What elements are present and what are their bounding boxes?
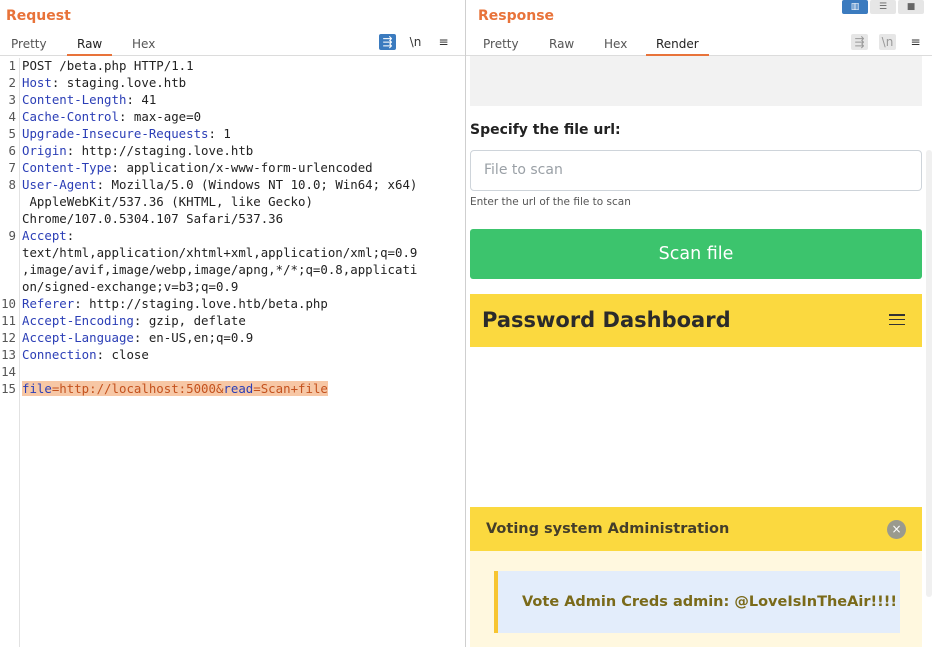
tab-hex[interactable]: Hex (604, 37, 628, 51)
request-line (22, 126, 231, 141)
voting-admin-title: Voting system Administration (486, 521, 730, 537)
request-line (22, 109, 201, 124)
request-line (22, 245, 417, 260)
file-url-label: Specify the file url: (470, 122, 621, 138)
request-line (22, 58, 194, 73)
line-number: 6 (8, 143, 16, 158)
request-line (22, 194, 313, 209)
tab-pretty[interactable]: Pretty (483, 37, 519, 51)
header-value: ,image/avif,image/webp,image/apng,*/*;q=0.8,applicati (22, 262, 418, 277)
voting-admin-header (470, 507, 922, 551)
header-key: Origin (22, 143, 67, 158)
request-line (22, 75, 186, 90)
split-view-icon[interactable]: ▥ (842, 0, 868, 14)
header-key: Cache-Control (22, 109, 119, 124)
response-title: Response (478, 8, 555, 24)
request-line (22, 211, 283, 226)
header-value: : en-US,en;q=0.9 (133, 330, 254, 345)
line-number: 13 (1, 347, 16, 362)
wrap-lines-icon[interactable]: ⇶ (851, 34, 868, 50)
header-key: read (223, 381, 254, 396)
line-number: 9 (8, 228, 16, 243)
close-icon[interactable]: × (887, 520, 906, 539)
header-key: Accept (22, 228, 67, 243)
request-line (22, 92, 156, 107)
request-title: Request (6, 8, 71, 24)
wrap-lines-icon[interactable]: ⇶ (379, 34, 396, 50)
request-line (22, 279, 238, 294)
request-line (22, 177, 417, 192)
line-number: 5 (8, 126, 16, 141)
menu-icon[interactable]: ≡ (910, 35, 921, 49)
header-value: =Scan+file (253, 381, 328, 396)
request-line (22, 347, 149, 362)
line-number-gutter (0, 58, 20, 647)
request-line (22, 296, 328, 311)
header-key: file (22, 381, 52, 396)
header-key: Connection (22, 347, 97, 362)
line-number: 2 (8, 75, 16, 90)
response-pane (466, 0, 932, 647)
dashboard-title: Password Dashboard (482, 308, 731, 332)
header-key: Content-Length (22, 92, 127, 107)
tab-raw[interactable]: Raw (549, 37, 575, 51)
response-scrollbar[interactable] (926, 150, 932, 597)
line-number: 8 (8, 177, 16, 192)
line-number: 11 (1, 313, 16, 328)
header-key: Host (22, 75, 52, 90)
request-tabs (0, 34, 465, 56)
header-value: POST /beta.php HTTP/1.1 (22, 58, 194, 73)
creds-alert-text: Vote Admin Creds admin: @LoveIsInTheAir!!!! (522, 594, 897, 610)
header-key: Content-Type (22, 160, 112, 175)
header-value: text/html,application/xhtml+xml,application/xml;q=0.9 (22, 245, 418, 260)
line-number: 12 (1, 330, 16, 345)
header-key: Accept-Encoding (22, 313, 134, 328)
header-value: : 1 (208, 126, 231, 141)
tab-hex[interactable]: Hex (132, 37, 156, 51)
line-number: 1 (8, 58, 16, 73)
scan-file-button[interactable]: Scan file (470, 229, 922, 279)
file-url-field[interactable] (470, 150, 922, 191)
header-value: : http://staging.love.htb/beta.php (74, 296, 328, 311)
header-value: : close (96, 347, 149, 362)
show-newlines-icon[interactable]: \n (879, 34, 896, 50)
header-value: : http://staging.love.htb (66, 143, 254, 158)
header-key: Accept-Language (22, 330, 134, 345)
header-value: : max-age=0 (118, 109, 202, 124)
header-value: : application/x-www-form-urlencoded (111, 160, 373, 175)
header-value: : Mozilla/5.0 (Windows NT 10.0; Win64; x64) (96, 177, 418, 192)
header-value: =http://localhost:5000& (51, 381, 224, 396)
menu-icon[interactable]: ≡ (438, 35, 449, 49)
header-value: : (66, 228, 75, 243)
header-value: Chrome/107.0.5304.107 Safari/537.36 (22, 211, 284, 226)
request-body-line (22, 381, 328, 396)
line-number: 3 (8, 92, 16, 107)
request-line (22, 262, 417, 277)
creds-alert (494, 571, 900, 633)
dashboard-navbar (470, 294, 922, 347)
line-number: 15 (1, 381, 16, 396)
header-key: Referer (22, 296, 75, 311)
request-line (22, 330, 253, 345)
header-value: : gzip, deflate (133, 313, 246, 328)
file-url-help: Enter the url of the file to scan (470, 196, 631, 208)
stacked-view-icon[interactable]: ☰ (870, 0, 896, 14)
single-view-icon[interactable]: ■ (898, 0, 924, 14)
tab-pretty[interactable]: Pretty (11, 37, 47, 51)
header-value: : 41 (126, 92, 157, 107)
hamburger-menu-icon[interactable] (889, 314, 905, 326)
tab-raw[interactable]: Raw (67, 35, 112, 56)
top-section (470, 56, 922, 106)
header-key: User-Agent (22, 177, 97, 192)
line-number: 10 (1, 296, 16, 311)
voting-admin-body (470, 551, 922, 647)
line-number: 14 (1, 364, 16, 379)
request-editor[interactable] (0, 58, 465, 647)
request-line (22, 160, 373, 175)
request-line (22, 143, 253, 158)
header-value: on/signed-exchange;v=b3;q=0.9 (22, 279, 239, 294)
tab-render[interactable]: Render (646, 35, 709, 56)
response-tabs (466, 34, 932, 56)
rendered-response (470, 56, 932, 647)
file-url-input[interactable] (482, 151, 906, 189)
header-key: Upgrade-Insecure-Requests (22, 126, 209, 141)
show-newlines-icon[interactable]: \n (409, 35, 422, 49)
request-line (22, 313, 246, 328)
line-number: 4 (8, 109, 16, 124)
line-number: 7 (8, 160, 16, 175)
header-value: AppleWebKit/537.36 (KHTML, like Gecko) (22, 194, 313, 209)
request-line (22, 228, 74, 243)
header-value: : staging.love.htb (51, 75, 187, 90)
